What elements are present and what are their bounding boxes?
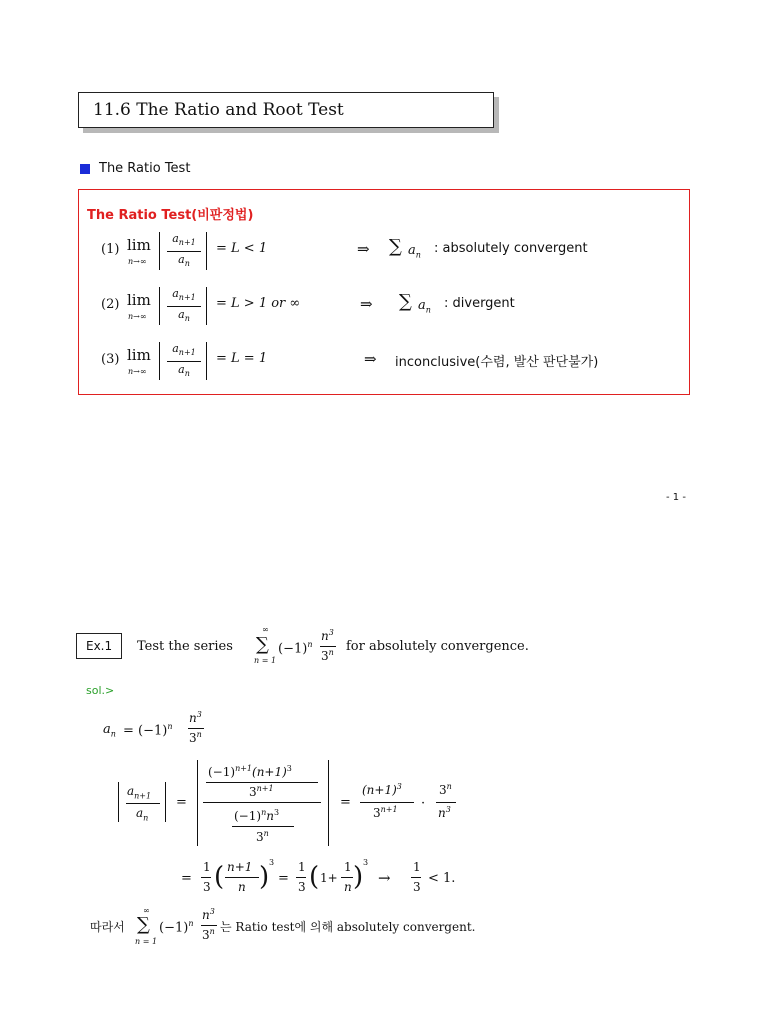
equals-sign: = (176, 795, 187, 810)
example-text-before: Test the series (137, 639, 233, 654)
abs-bar-left (159, 287, 160, 325)
fraction-bar (411, 877, 421, 878)
paren-open: ( (309, 862, 320, 892)
fraction-bar (167, 251, 201, 252)
fraction-denominator: $a_n$ (178, 253, 190, 269)
lim-subscript: n→∞ (128, 367, 147, 376)
one-third-denominator: 3 (298, 880, 306, 894)
sum-term: $a_n$ (408, 243, 421, 260)
abs-bar-left (159, 232, 160, 270)
paren-open: ( (214, 862, 225, 892)
one-third-numerator: 1 (203, 860, 211, 874)
row-conclusion: : divergent (444, 296, 515, 311)
fraction-bar (126, 803, 160, 804)
an-lhs: $a_n$ (103, 722, 116, 739)
row-label: (1) (101, 242, 120, 257)
one-third-denominator: 3 (203, 880, 211, 894)
rhs2-numerator: 3$^n$ (439, 782, 452, 797)
implies-icon: ⇒ (364, 350, 377, 368)
row-condition: = L > 1 or ∞ (216, 296, 301, 311)
row-condition: = L = 1 (216, 351, 268, 366)
series-term-numerator: $n^3$ (202, 907, 215, 922)
page-number: - 1 - (666, 492, 686, 503)
sigma-icon: ∑ (399, 291, 412, 312)
implies-icon: ⇒ (357, 240, 370, 258)
paren-close: ) (353, 862, 364, 892)
sigma-icon: ∑ (256, 634, 269, 655)
paren-close: ) (259, 862, 270, 892)
series-term-denominator: 3$^n$ (202, 927, 215, 942)
abs-bar-right (206, 342, 207, 380)
rhs2-denominator: $n^3$ (438, 805, 451, 820)
equals-sign: = (340, 795, 351, 810)
ratio-denominator: $a_n$ (136, 806, 149, 823)
cube-exponent: 3 (363, 858, 369, 867)
an-numerator: $n^3$ (189, 710, 202, 725)
section-bullet-icon (80, 164, 90, 174)
row-conclusion: : absolutely convergent (434, 241, 588, 256)
paren-denominator: n (238, 880, 246, 894)
implies-icon: ⇒ (360, 295, 373, 313)
less-than-one: < 1. (428, 871, 456, 886)
conclusion-prefix: 따라서 (90, 920, 125, 934)
sum-term: $a_n$ (418, 298, 431, 315)
title-box (78, 92, 494, 128)
fraction-denominator: $a_n$ (178, 363, 190, 379)
fraction-bar (296, 877, 306, 878)
page-title: 11.6 The Ratio and Root Test (93, 100, 344, 120)
lim-symbol: lim (127, 346, 151, 364)
fraction-bar (201, 877, 211, 878)
sigma-icon: ∑ (389, 236, 402, 257)
sigma-icon: ∑ (137, 914, 150, 935)
big-denominator-top: $(-1)^nn^3$ (234, 808, 280, 823)
section-label: The Ratio Test (99, 161, 191, 176)
series-term-base: $(-1)^n$ (278, 640, 313, 657)
equals-sign: = (278, 871, 289, 886)
abs-bar-left (159, 342, 160, 380)
fraction-bar (167, 361, 201, 362)
ratio-row-1 (79, 230, 689, 272)
one-plus: 1+ (320, 871, 338, 885)
example-label: Ex.1 (86, 639, 113, 653)
arrow-icon: → (378, 869, 391, 887)
big-numerator-top: $(-1)^{n+1}(n+1)^3$ (208, 764, 292, 779)
dot-operator: · (421, 796, 426, 811)
big-numerator-bottom: $3^{n+1}$ (249, 784, 274, 799)
row-condition: = L < 1 (216, 241, 268, 256)
limit-denominator: 3 (413, 880, 421, 894)
fraction-bar (167, 306, 201, 307)
row-label: (2) (101, 297, 120, 312)
fraction-bar (225, 877, 259, 878)
one-third-numerator: 1 (298, 860, 306, 874)
fraction-numerator: $a_{n+1}$ (172, 287, 196, 303)
abs-bar-right (165, 782, 166, 822)
an-denominator: 3$^n$ (189, 730, 202, 745)
ratio-row-2 (79, 285, 689, 327)
lim-subscript: n→∞ (128, 312, 147, 321)
cube-exponent: 3 (269, 858, 275, 867)
sum-lower-limit: n = 1 (135, 937, 158, 946)
fraction-bar (232, 826, 294, 827)
fraction-numerator: $a_{n+1}$ (172, 342, 196, 358)
abs-bar-left (197, 760, 198, 846)
ratio-test-title: The Ratio Test(비판정법) (87, 208, 254, 223)
lim-subscript: n→∞ (128, 257, 147, 266)
fraction-bar (206, 782, 318, 783)
fraction-bar (341, 877, 353, 878)
fraction-numerator: $a_{n+1}$ (172, 232, 196, 248)
ratio-test-box (78, 189, 690, 395)
sum-upper-limit: ∞ (262, 625, 269, 634)
fraction-bar (360, 802, 414, 803)
lim-symbol: lim (127, 236, 151, 254)
rhs-denominator: $3^{n+1}$ (373, 805, 398, 820)
row-label: (3) (101, 352, 120, 367)
example-text-after: for absolutely convergence. (346, 639, 529, 654)
fraction-bar (436, 802, 456, 803)
rhs-numerator: $(n+1)^3$ (362, 782, 402, 797)
series-term-denominator: 3$^n$ (321, 648, 334, 663)
solution-label: sol.> (86, 684, 115, 697)
abs-bar-left (118, 782, 119, 822)
big-denominator-bottom: 3$^n$ (256, 829, 269, 844)
conclusion-text: 는 Ratio test에 의해 absolutely convergent. (220, 920, 476, 934)
row-conclusion: inconclusive(수렴, 발산 판단불가) (395, 355, 599, 370)
lim-symbol: lim (127, 291, 151, 309)
abs-bar-right (328, 760, 329, 846)
fraction-bar (201, 925, 217, 926)
abs-bar-right (206, 232, 207, 270)
main-fraction-bar (203, 802, 321, 803)
ratio-row-3 (79, 340, 689, 382)
series-term-base: $(-1)^n$ (159, 919, 194, 936)
ratio-numerator: $a_{n+1}$ (127, 784, 152, 801)
limit-numerator: 1 (413, 860, 421, 874)
series-term-numerator: $n^3$ (321, 628, 334, 643)
fraction-bar (188, 728, 204, 729)
equals-sign: = (181, 871, 192, 886)
inner-denominator: n (344, 880, 352, 894)
sum-upper-limit: ∞ (143, 906, 150, 915)
inner-numerator: 1 (344, 860, 352, 874)
fraction-denominator: $a_n$ (178, 308, 190, 324)
example-label-box (76, 633, 122, 659)
sum-lower-limit: n = 1 (254, 656, 277, 665)
an-definition: = $(-1)^n$ (123, 722, 173, 739)
paren-numerator: n+1 (227, 860, 253, 874)
fraction-bar (320, 646, 336, 647)
abs-bar-right (206, 287, 207, 325)
